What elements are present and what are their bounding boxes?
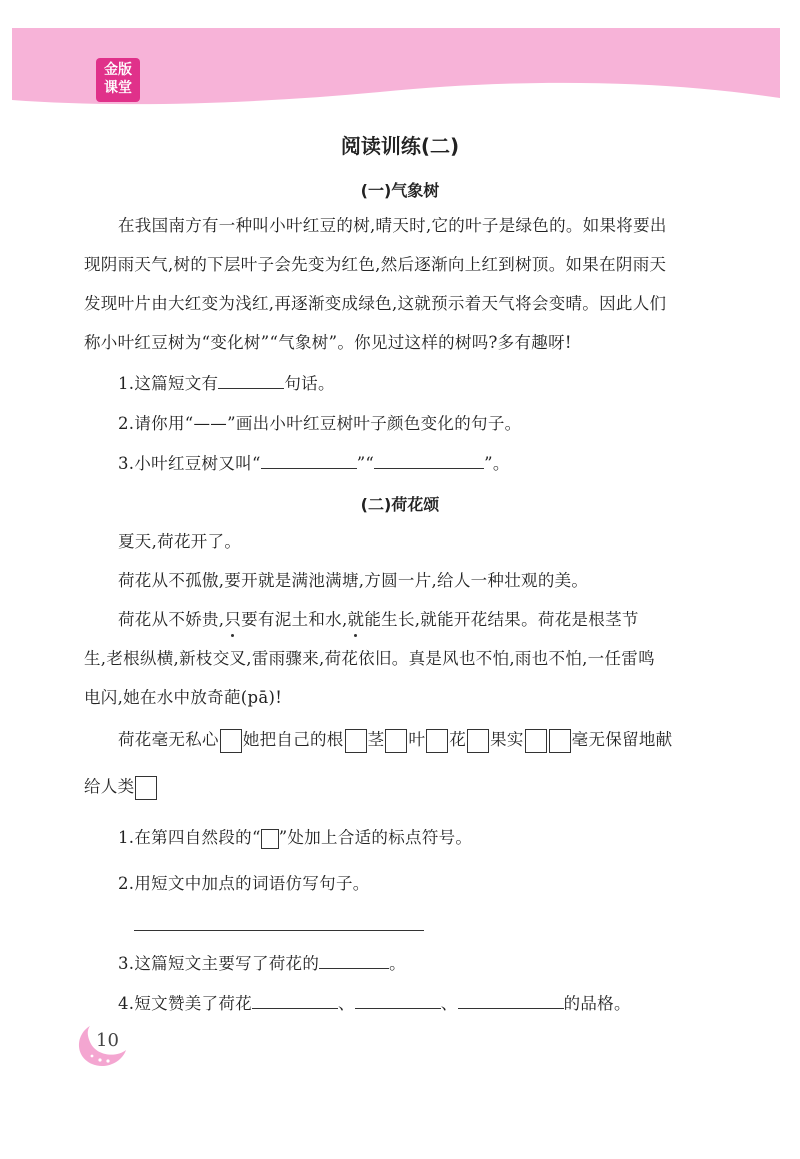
section2-question-1: 1.在第四自然段的“ ”处加上合适的标点符号。 [118, 828, 473, 847]
section2-para-3-line: 生,老根纵横,新枝交叉,雷雨骤来,荷花依旧。真是风也不怕,雨也不怕,一任雷鸣 [84, 649, 655, 668]
section2-question-2: 2.用短文中加点的词语仿写句子。 [118, 874, 370, 893]
section2-para-3-line: 电闪,她在水中放奇葩(pā)! [84, 688, 283, 707]
section1-para-line: 在我国南方有一种叫小叶红豆的树,晴天时,它的叶子是绿色的。如果将要出 [118, 216, 667, 235]
punctuation-box[interactable] [549, 729, 571, 753]
section2-question-4: 4.短文赞美了荷花 、 、 的品格。 [118, 994, 631, 1013]
emphasis-dot-char: 只 [224, 610, 242, 629]
answer-blank[interactable] [319, 954, 389, 969]
punctuation-box[interactable] [135, 776, 157, 800]
publisher-logo: 金版 课堂 [96, 58, 140, 102]
section1-para-line: 发现叶片由大红变为浅红,再逐渐变成绿色,这就预示着天气将会变晴。因此人们 [84, 294, 667, 313]
section2-title: (二)荷花颂 [360, 495, 440, 514]
page-number: 10 [96, 1030, 119, 1051]
answer-blank[interactable] [261, 454, 357, 469]
emphasis-dot-char: 就 [347, 610, 365, 629]
section2-question-3: 3.这篇短文主要写了荷花的 。 [118, 954, 406, 973]
answer-blank[interactable] [458, 994, 564, 1009]
section1-para-line: 现阴雨天气,树的下层叶子会先变为红色,然后逐渐向上红到树顶。如果在阴雨天 [84, 255, 667, 274]
section1-question-2: 2.请你用“——”画出小叶红豆树叶子颜色变化的句子。 [118, 414, 522, 433]
punctuation-box[interactable] [345, 729, 367, 753]
section1-question-3: 3.小叶红豆树又叫“ ”“ ”。 [118, 454, 510, 473]
answer-blank[interactable] [252, 994, 338, 1009]
punctuation-box-sample [261, 829, 279, 849]
section2-para-2: 荷花从不孤傲,要开就是满池满塘,方圆一片,给人一种壮观的美。 [118, 571, 589, 590]
section1-para-line: 称小叶红豆树为“变化树”“气象树”。你见过这样的树吗?多有趣呀! [84, 333, 572, 352]
answer-blank[interactable] [218, 374, 284, 389]
section2-para-1: 夏天,荷花开了。 [118, 532, 242, 551]
answer-line[interactable] [134, 930, 424, 931]
punctuation-box[interactable] [220, 729, 242, 753]
answer-blank[interactable] [374, 454, 484, 469]
section1-question-1: 1.这篇短文有 句话。 [118, 374, 335, 393]
punctuation-box[interactable] [525, 729, 547, 753]
page-title: 阅读训练(二) [340, 134, 460, 158]
punctuation-box[interactable] [385, 729, 407, 753]
section2-para-4-line: 荷花毫无私心 她把自己的根 茎 叶 花 果实 毫无保留地献 [118, 726, 672, 753]
section2-para-4-line: 给人类 [84, 773, 158, 800]
answer-blank[interactable] [355, 994, 441, 1009]
section2-para-3-line: 荷花从不娇贵,只要有泥土和水,就能生长,就能开花结果。荷花是根茎节 [118, 610, 639, 629]
punctuation-box[interactable] [426, 729, 448, 753]
section1-title: (一)气象树 [360, 181, 440, 200]
punctuation-box[interactable] [467, 729, 489, 753]
